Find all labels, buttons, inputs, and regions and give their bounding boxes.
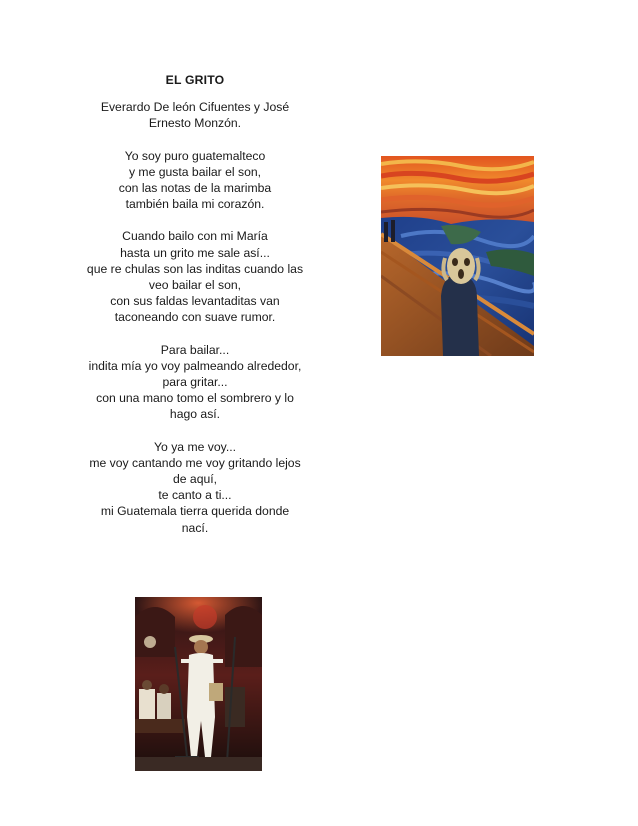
poem-line: con las notas de la marimba bbox=[118, 181, 272, 196]
stanza-4 bbox=[86, 439, 304, 536]
poem-authors: Everardo De león Cifuentes y José Ernesto Monzón. bbox=[100, 100, 290, 131]
poem-line: con sus faldas levantaditas van taconeando con suave rumor. bbox=[110, 294, 280, 325]
poem bbox=[86, 72, 304, 552]
poem-title: EL GRITO bbox=[165, 73, 225, 87]
poem-line: y me gusta bailar el son, bbox=[128, 164, 262, 179]
poem-line: también baila mi corazón. bbox=[125, 197, 265, 212]
poem-line: Para bailar... bbox=[160, 342, 230, 357]
performer-photo-illustration bbox=[135, 597, 262, 771]
poem-line: indita mía yo voy palmeando alrededor, bbox=[88, 358, 302, 373]
poem-line: Cuando bailo con mi María bbox=[122, 229, 268, 244]
stanza-3 bbox=[86, 342, 304, 423]
poem-line: con una mano tomo el sombrero y lo hago así. bbox=[96, 391, 294, 422]
stanza-2 bbox=[86, 228, 304, 325]
poem-line: Yo ya me voy... bbox=[154, 439, 236, 454]
poem-line: te canto a ti... bbox=[158, 488, 232, 503]
poem-line: Yo soy puro guatemalteco bbox=[124, 148, 266, 163]
scream-painting-illustration bbox=[381, 156, 534, 356]
performer-photo-image bbox=[135, 597, 262, 771]
scream-painting-image bbox=[381, 156, 534, 356]
stanza-1 bbox=[86, 148, 304, 213]
poem-line: me voy cantando me voy gritando lejos de aquí, bbox=[89, 455, 301, 487]
poem-line: mi Guatemala tierra querida donde nací. bbox=[100, 504, 290, 535]
poem-line: hasta un grito me sale así... bbox=[120, 245, 270, 260]
poem-line: que re chulas son las inditas cuando las veo bailar el son, bbox=[86, 261, 304, 293]
poem-line: para gritar... bbox=[162, 375, 228, 390]
